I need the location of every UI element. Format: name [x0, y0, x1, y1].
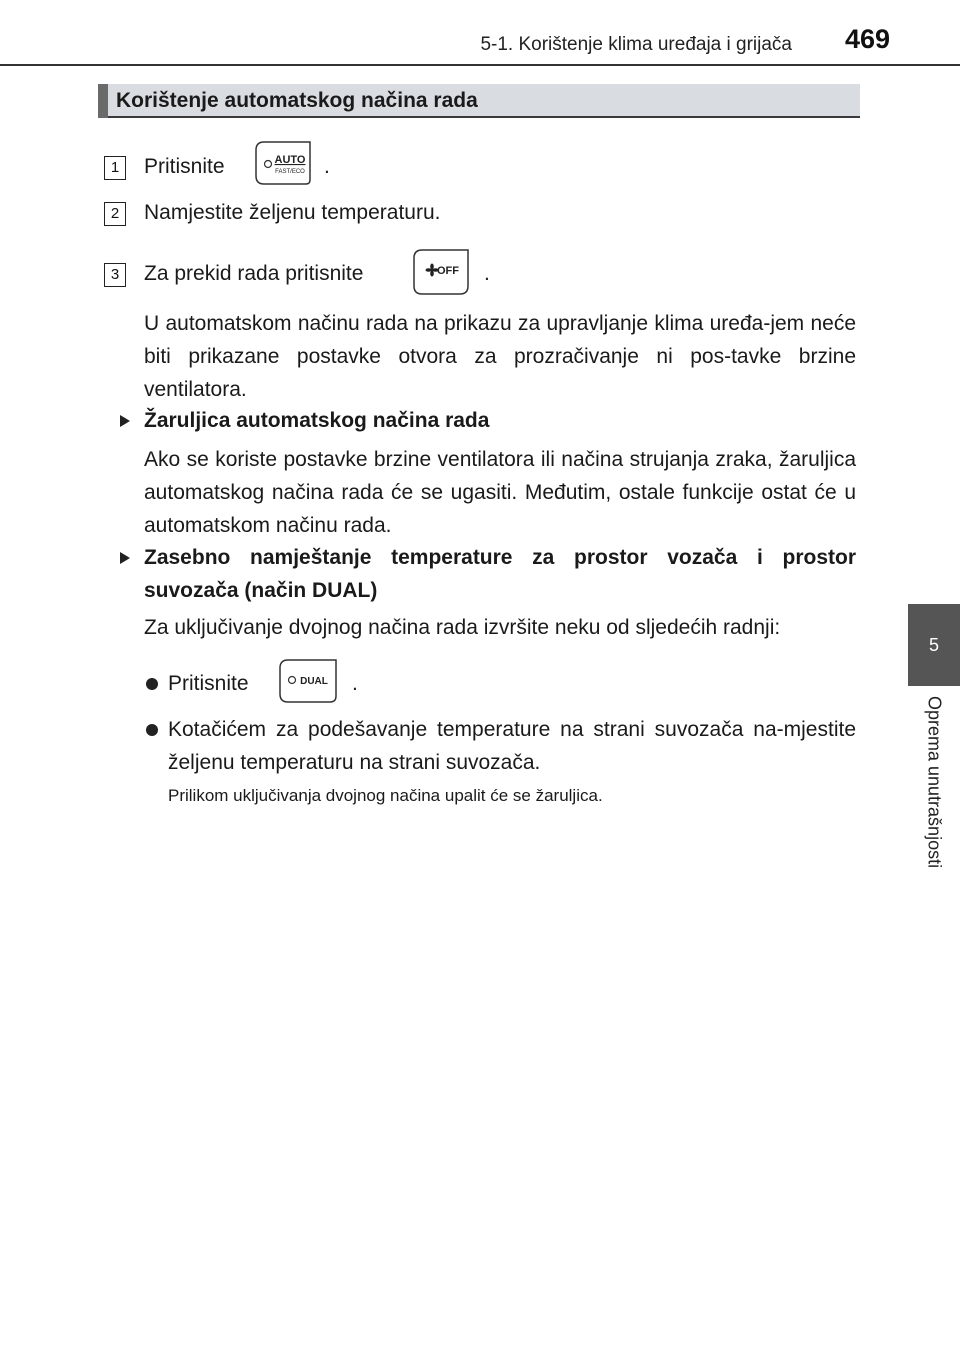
subsection-1-body: Ako se koriste postavke brzine ventilatora ili načina strujanja zraka, žaruljica automatskog načina rada će se ugasiti. Međutim, ostale funkcije ostat će u automatskom načinu rada. [144, 448, 856, 537]
section-header-bar [98, 84, 108, 118]
step-3-text: Za prekid rada pritisnite [144, 262, 364, 285]
dual-button-icon [278, 658, 340, 704]
dual-mode-note: Prilikom uključivanja dvojnog načina upalit će se žaruljica. [168, 786, 603, 805]
chapter-tab-label-box [908, 696, 960, 936]
bullet-1-period: . [352, 672, 358, 695]
chapter-title: 5-1. Korištenje klima uređaja i grijača [480, 34, 792, 55]
fan-off-button-icon [412, 248, 470, 296]
square-bullet-icon [120, 415, 130, 427]
subsection-2-title: Zasebno namještanje temperature za prostor vozača i prostor suvozača (način DUAL) [144, 546, 856, 602]
auto-button-label: AUTO [274, 154, 306, 166]
step-1-period: . [324, 155, 330, 178]
off-button-label: OFF [437, 265, 459, 277]
auto-button-sublabel: FAST/ECO [275, 169, 305, 175]
subsection-1-title: Žaruljica automatskog načina rada [144, 409, 490, 432]
step-number-2: 2 [104, 202, 126, 226]
bullet-2-text: Kotačićem za podešavanje temperature na strani suvozača na-mjestite željenu temperaturu na strani suvozača. [168, 718, 856, 774]
step-3-note: U automatskom načinu rada na prikazu za upravljanje klima uređa-jem neće biti prikazane postavke otvora za prozračivanje ni pos-tavke brzine ventilatora. [144, 312, 856, 401]
page-number: 469 [844, 24, 890, 54]
section-header [98, 84, 860, 118]
header-rule [0, 64, 960, 66]
chapter-tab-number: 5 [928, 634, 939, 655]
step-number-1: 1 [104, 156, 126, 180]
step-number-3: 3 [104, 263, 126, 287]
chapter-tab [908, 604, 960, 686]
bullet-1-text: Pritisnite [168, 672, 249, 695]
step-1-text: Pritisnite [144, 155, 225, 178]
section-title: Korištenje automatskog načina rada [116, 89, 478, 112]
square-bullet-icon [120, 552, 130, 564]
bullet-dot-icon [146, 724, 158, 736]
bullet-dot-icon [146, 678, 158, 690]
chapter-tab-label: Oprema unutrašnjosti [924, 696, 945, 869]
step-3-period: . [484, 262, 490, 285]
step-2-text: Namjestite željenu temperaturu. [144, 201, 441, 224]
auto-button-icon [254, 140, 312, 186]
subsection-2-body: Za uključivanje dvojnog načina rada izvršite neku od sljedećih radnji: [144, 616, 781, 639]
dual-button-label: DUAL [300, 676, 328, 687]
